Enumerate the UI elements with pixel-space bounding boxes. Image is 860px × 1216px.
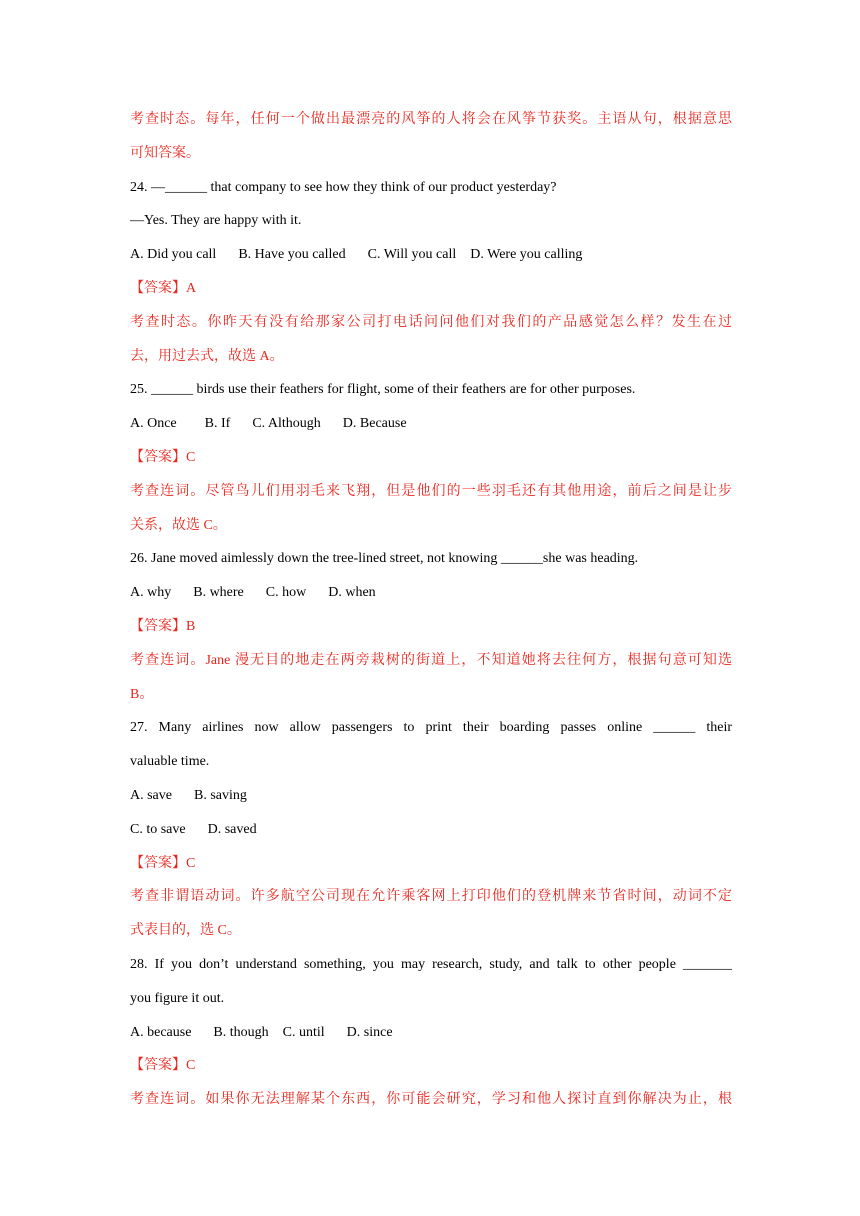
option-c: C. Will you call xyxy=(367,247,457,263)
option-d: D. since xyxy=(346,1024,393,1040)
option-d: D. Were you calling xyxy=(470,247,583,263)
option-c: C. to save xyxy=(130,821,186,837)
answer-key: 【答案】A xyxy=(130,280,197,296)
option-c: C. Although xyxy=(252,416,321,432)
question-stem: 25. ______ birds use their feathers for flight, some of their feathers are for other purposes. xyxy=(130,382,636,398)
question-stem: valuable time. xyxy=(130,754,210,770)
answer-options xyxy=(130,779,732,813)
explanation-line: 考查连词。Jane 漫无目的地走在两旁栽树的街道上，不知道她将去往何方，根据句意可知选 xyxy=(130,652,732,668)
option-d: D. saved xyxy=(207,821,257,837)
explanation-line: 式表目的，选 C。 xyxy=(130,923,241,939)
answer-options xyxy=(130,1016,732,1050)
option-b: B. If xyxy=(204,416,231,432)
explanation-line: 关系，故选 C。 xyxy=(130,517,227,533)
explanation-line: 去，用过去式，故选 A。 xyxy=(130,348,284,364)
question-stem: 28. If you don’t understand something, you may research, study, and talk to other people _______ xyxy=(130,956,732,972)
option-b: B. saving xyxy=(194,787,247,803)
explanation-line: B。 xyxy=(130,686,154,702)
question-stem: 27. Many airlines now allow passengers to print their boarding passes online ______ their xyxy=(130,720,732,736)
answer-key: 【答案】C xyxy=(130,449,196,465)
answer-options xyxy=(130,576,732,610)
option-a: A. Did you call xyxy=(130,247,217,263)
question-stem: you figure it out. xyxy=(130,990,225,1006)
explanation-line: 考查非谓语动词。许多航空公司现在允许乘客网上打印他们的登机牌来节省时间，动词不定 xyxy=(130,889,732,905)
explanation-line: 考查连词。尽管鸟儿们用羽毛来飞翔，但是他们的一些羽毛还有其他用途，前后之间是让步 xyxy=(130,483,732,499)
answer-key: 【答案】B xyxy=(130,618,196,634)
option-a: A. why xyxy=(130,585,172,601)
option-a: A. save xyxy=(130,787,172,803)
option-d: D. when xyxy=(328,585,376,601)
document-page xyxy=(130,103,732,1117)
explanation-line: 考查连词。如果你无法理解某个东西，你可能会研究，学习和他人探讨直到你解决为止，根 xyxy=(130,1092,732,1108)
option-b: B. Have you called xyxy=(238,247,346,263)
question-stem: 26. Jane moved aimlessly down the tree-lined street, not knowing ______she was heading. xyxy=(130,551,639,567)
answer-options xyxy=(130,238,732,272)
option-d: D. Because xyxy=(342,416,407,432)
option-b: B. where xyxy=(193,585,244,601)
explanation-line: 可知答案。 xyxy=(130,145,200,161)
answer-options xyxy=(130,407,732,441)
option-a: A. because xyxy=(130,1024,192,1040)
answer-key: 【答案】C xyxy=(130,855,196,871)
option-c: C. how xyxy=(265,585,307,601)
explanation-line: 考查时态。你昨天有没有给那家公司打电话问问他们对我们的产品感觉怎么样？发生在过 xyxy=(130,314,732,330)
answer-options xyxy=(130,813,732,847)
option-b: B. though xyxy=(213,1024,269,1040)
explanation-line: 考查时态。每年，任何一个做出最漂亮的风筝的人将会在风筝节获奖。主语从句，根据意思 xyxy=(130,112,732,127)
question-stem: 24. —______ that company to see how they think of our product yesterday? xyxy=(130,179,557,195)
answer-key: 【答案】C xyxy=(130,1058,196,1074)
question-stem: —Yes. They are happy with it. xyxy=(130,213,302,229)
option-a: A. Once xyxy=(130,416,177,432)
option-c: C. until xyxy=(282,1024,325,1040)
